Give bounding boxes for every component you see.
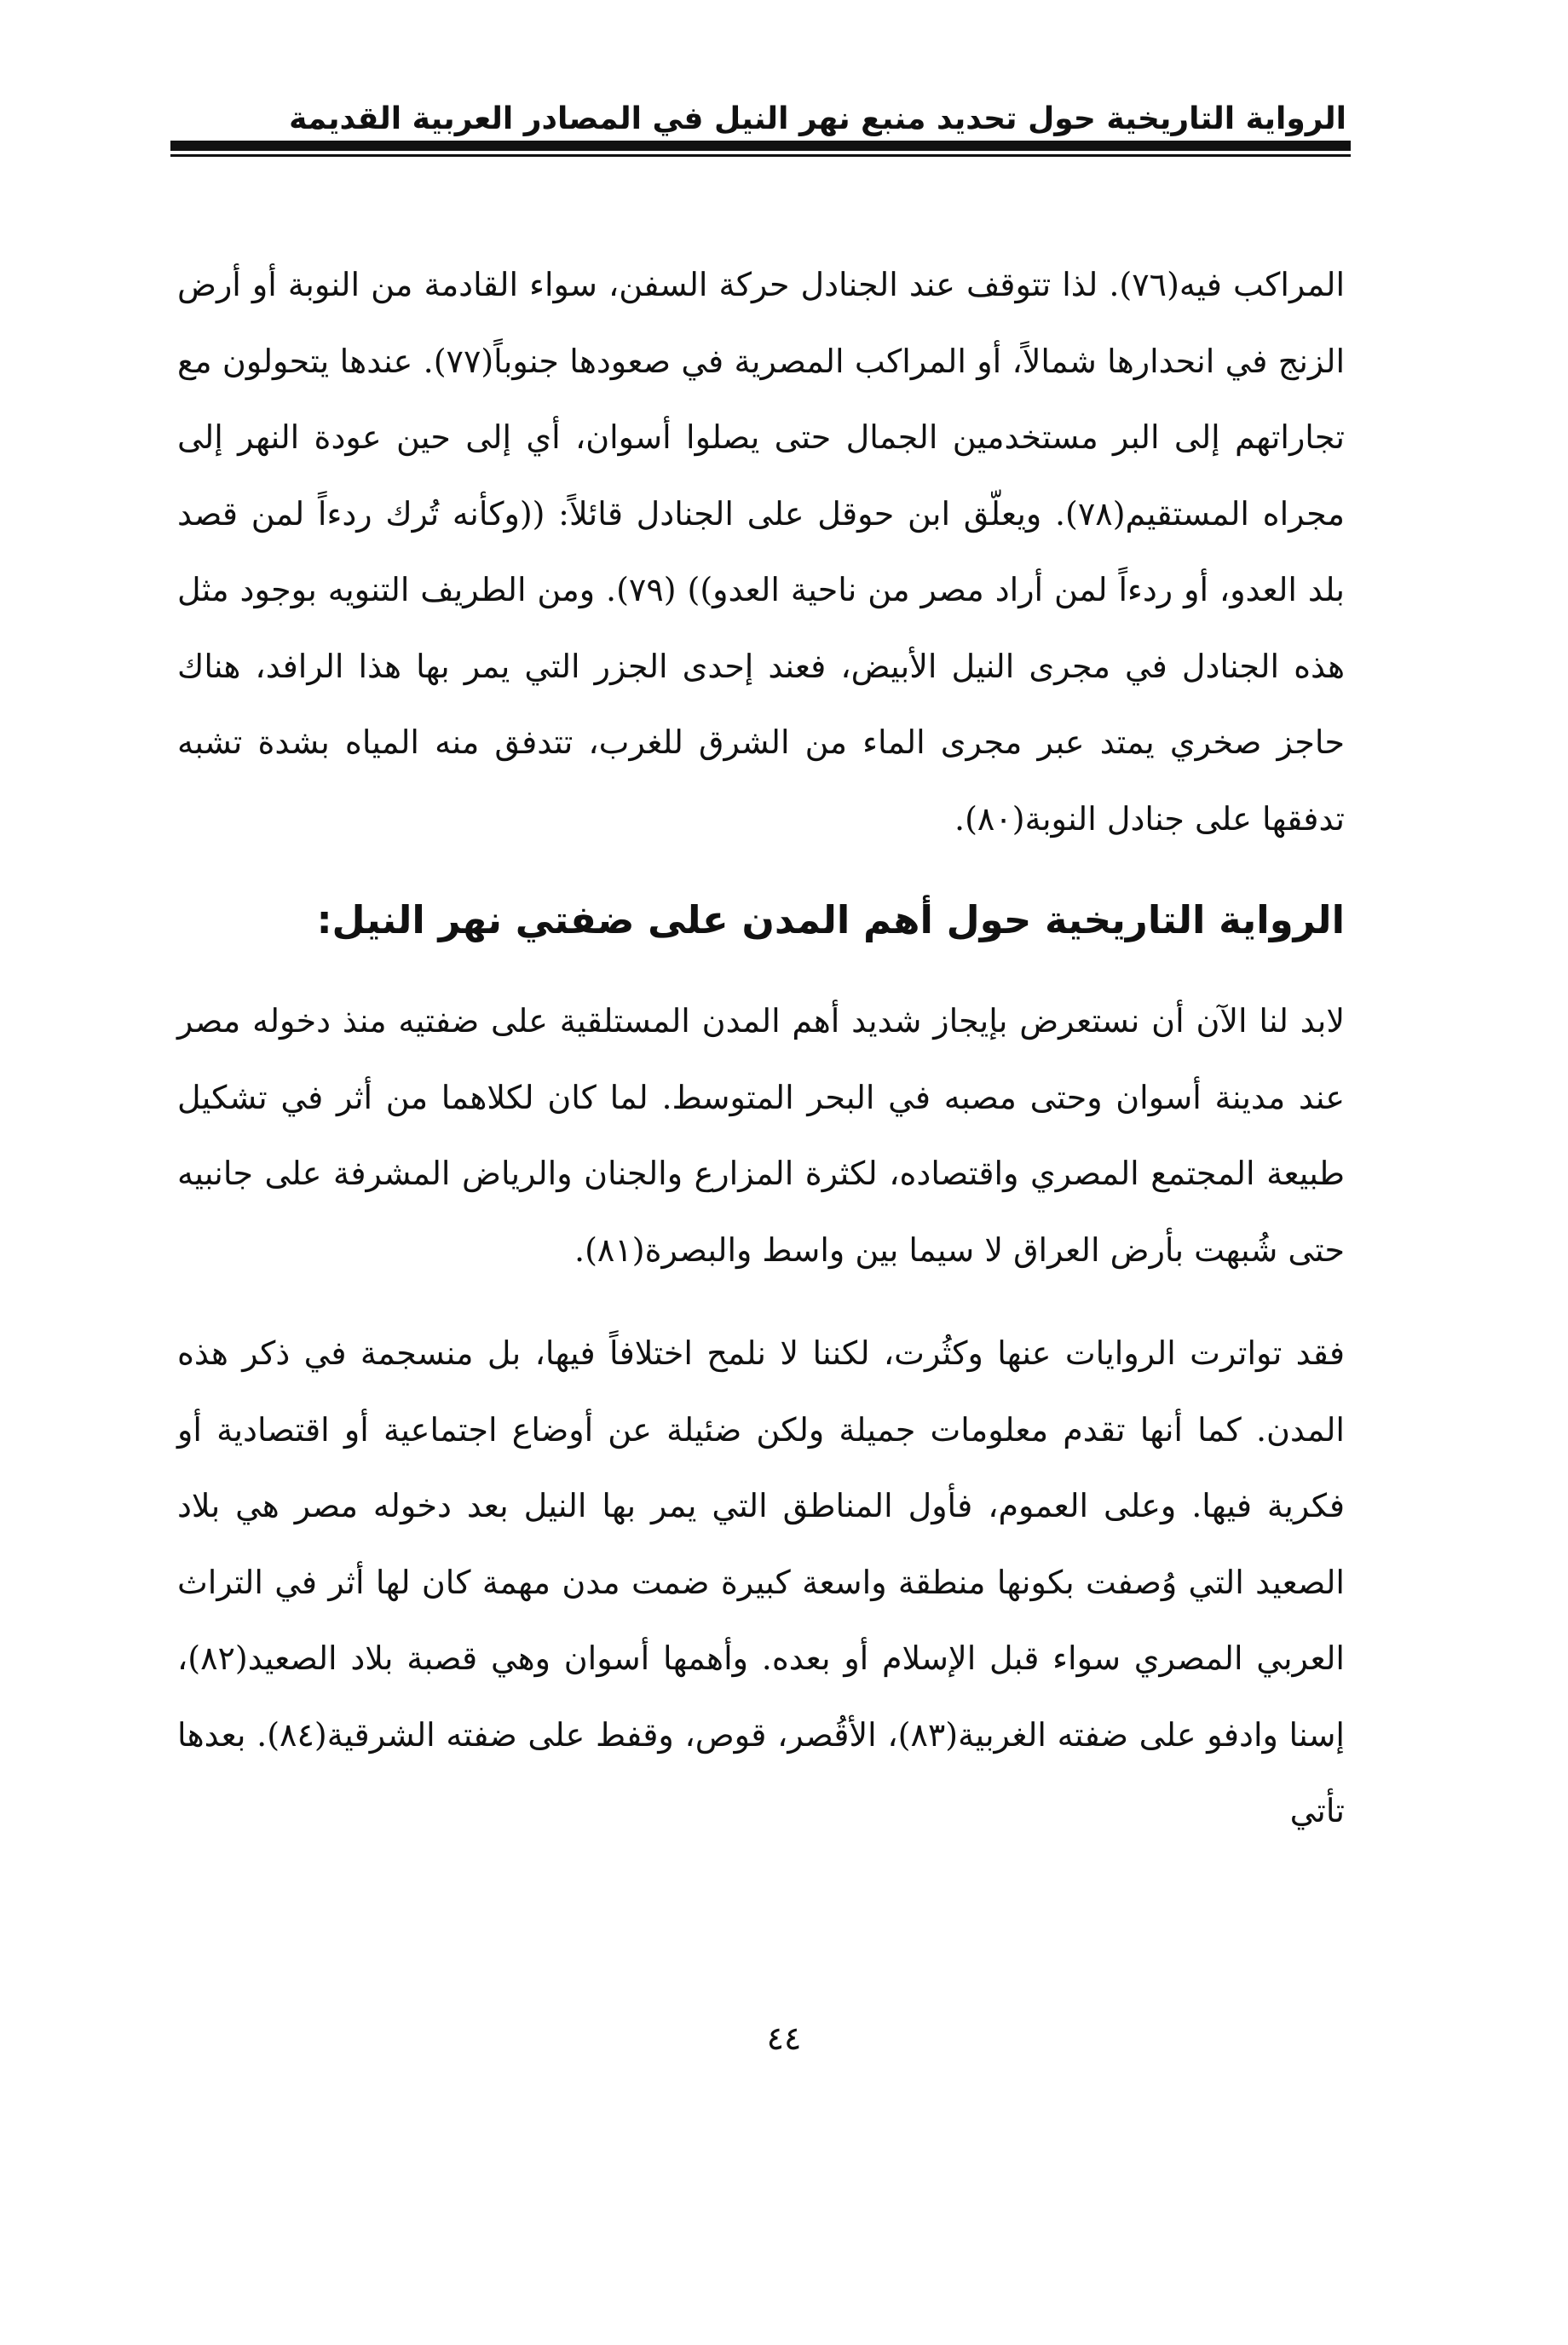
header-rule-thin	[170, 154, 1351, 157]
section-heading: الرواية التاريخية حول أهم المدن على ضفتي نهر النيل:	[316, 897, 1345, 942]
page-number: ٤٤	[766, 2019, 802, 2057]
paragraph-gap	[177, 1288, 1345, 1316]
running-header-title: الرواية التاريخية حول تحديد منبع نهر النيل في المصادر العربية القديمة	[289, 101, 1346, 136]
header-rule-thick	[170, 141, 1351, 151]
paragraph-cities-detail: فقد تواترت الروايات عنها وكثُرت، لكننا لا نلمح اختلافاً فيها، بل منسجمة في ذكر هذه المدن. كما أنها تقدم معلومات جميلة ولكن ضئيلة عن أوضاع اجتماعية أو اقتصادية أو فكرية فيها. وعلى العموم، فأول المناطق التي يمر بها النيل بعد دخوله مصر هي بلاد الصعيد التي وُصفت بكونها منطقة واسعة كبيرة ضمت مدن مهمة كان لها أثر في التراث العربي المصري سواء قبل الإسلام أو بعده. وأهمها أسوان وهي قصبة بلاد الصعيد(٨٢)، إسنا وادفو على ضفته الغربية(٨٣)، الأقُصر، قوص، وقفط على ضفته الشرقية(٨٤). بعدها تأتي	[177, 1334, 1345, 1829]
page-body	[177, 247, 1345, 1850]
paragraph-cities-intro: لابد لنا الآن أن نستعرض بإيجاز شديد أهم المدن المستلقية على ضفتيه منذ دخوله مصر عند مدينة أسوان وحتى مصبه في البحر المتوسط. لما كان لكلاهما من أثر في تشكيل طبيعة المجتمع المصري واقتصاده، لكثرة المزارع والجنان والرياض المشرفة على جانبيه حتى شُبهت بأرض العراق لا سيما بين واسط والبصرة(٨١).	[177, 1002, 1345, 1269]
paragraph-cataracts: المراكب فيه(٧٦). لذا تتوقف عند الجنادل حركة السفن، سواء القادمة من النوبة أو أرض الزنج في انحدارها شمالاً، أو المراكب المصرية في صعودها جنوباً(٧٧). عندها يتحولون مع تجاراتهم إلى البر مستخدمين الجمال حتى يصلوا أسوان، أي إلى حين عودة النهر إلى مجراه المستقيم(٧٨). ويعلّق ابن حوقل على الجنادل قائلاً: ((وكأنه تُرك ردءاً لمن قصد بلد العدو، أو ردءاً لمن أراد مصر من ناحية العدو)) (٧٩). ومن الطريف التنويه بوجود مثل هذه الجنادل في مجرى النيل الأبيض، فعند إحدى الجزر التي يمر بها هذا الرافد، هناك حاجز صخري يمتد عبر مجرى الماء من الشرق للغرب، تتدفق منه المياه بشدة تشبه تدفقها على جنادل النوبة(٨٠).	[177, 266, 1346, 838]
